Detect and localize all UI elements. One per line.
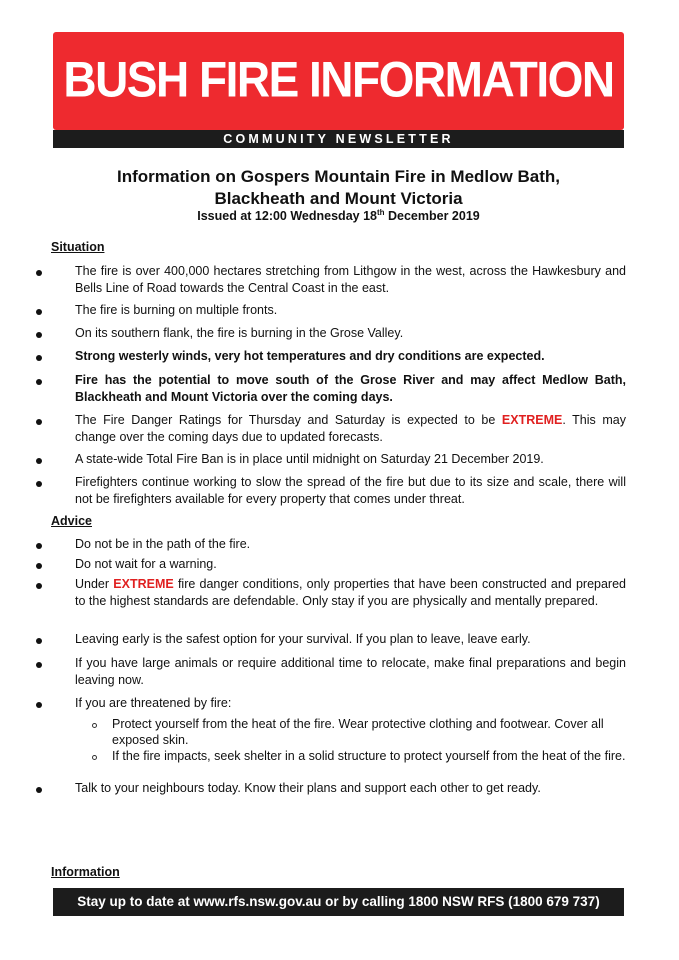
advice-item: [75, 576, 626, 609]
situation-item: Strong westerly winds, very hot temperatures and dry conditions are expected.: [75, 349, 545, 363]
bullet-icon: [36, 332, 42, 338]
situation-item: Firefighters continue working to slow the spread of the fire but due to its size and scale, there will not be firefighters available for every property that comes under threat.: [75, 475, 626, 506]
situation-item: The fire is over 400,000 hectares stretching from Lithgow in the west, across the Hawkesbury and Bells Line of Road towards the Central Coast in the east.: [75, 264, 626, 295]
circle-bullet-icon: [92, 755, 97, 760]
circle-bullet-icon: [92, 723, 97, 728]
advice-item: Do not be in the path of the fire.: [75, 537, 251, 551]
section-heading-situation: Situation: [51, 240, 105, 254]
bullet-icon: [36, 787, 42, 793]
situation-item: A state-wide Total Fire Ban is in place until midnight on Saturday 21 December 2019.: [75, 452, 544, 466]
item-text: . This may change over the coming days due to updated forecasts.: [75, 413, 626, 444]
advice-item: If you are threatened by fire:: [75, 696, 232, 710]
bullet-icon: [36, 270, 42, 276]
situation-item: Fire has the potential to move south of the Grose River and may affect Medlow Bath, Blackheath and Mount Victoria over the coming days.: [75, 373, 626, 404]
headline: [53, 166, 624, 210]
bullet-icon: [36, 638, 42, 644]
extreme-highlight: EXTREME: [501, 413, 563, 427]
footer-contact-bar: Stay up to date at www.rfs.nsw.gov.au or by calling 1800 NSW RFS (1800 679 737): [53, 888, 624, 916]
section-heading-advice: Advice: [51, 514, 92, 528]
issued-date: [53, 208, 624, 223]
bullet-icon: [36, 583, 42, 589]
bullet-icon: [36, 355, 42, 361]
extreme-highlight: EXTREME: [113, 577, 174, 591]
section-heading-information: Information: [51, 865, 120, 879]
headline-line-2: Blackheath and Mount Victoria: [214, 189, 463, 208]
banner: [53, 32, 624, 130]
advice-item: Talk to your neighbours today. Know their plans and support each other to get ready.: [75, 781, 541, 795]
bullet-icon: [36, 379, 42, 385]
item-text: The Fire Danger Ratings for Thursday and Saturday is expected to be: [75, 413, 502, 427]
bullet-icon: [36, 543, 42, 549]
bullet-icon: [36, 458, 42, 464]
headline-line-1: Information on Gospers Mountain Fire in Medlow Bath,: [117, 167, 560, 186]
bullet-icon: [36, 309, 42, 315]
situation-item: [75, 412, 626, 445]
issued-suffix: th: [376, 208, 385, 217]
item-text: Under: [75, 577, 114, 591]
advice-item: Leaving early is the safest option for your survival. If you plan to leave, leave early.: [75, 632, 531, 646]
issued-text: Issued at 12:00 Wednesday 18: [197, 209, 377, 224]
advice-item: If you have large animals or require additional time to relocate, make final preparations and begin leaving now.: [75, 656, 626, 687]
issued-text-end: December 2019: [384, 209, 480, 224]
advice-subitem: If the fire impacts, seek shelter in a solid structure to protect yourself from the heat of the fire.: [112, 749, 626, 763]
advice-subitem: Protect yourself from the heat of the fire. Wear protective clothing and footwear. Cover all exposed skin.: [112, 717, 604, 747]
bullet-icon: [36, 702, 42, 708]
bullet-icon: [36, 419, 42, 425]
advice-item: Do not wait for a warning.: [75, 557, 217, 571]
bullet-icon: [36, 481, 42, 487]
bullet-icon: [36, 662, 42, 668]
banner-title: BUSH FIRE INFORMATION: [63, 50, 614, 108]
situation-item: On its southern flank, the fire is burning in the Grose Valley.: [75, 326, 404, 340]
situation-item: The fire is burning on multiple fronts.: [75, 303, 278, 317]
bullet-icon: [36, 563, 42, 569]
newsletter-label: COMMUNITY NEWSLETTER: [53, 130, 624, 148]
item-text: fire danger conditions, only properties that have been constructed and prepared to the highest standards are defendable. Only stay if you are physically and mentally prepared.: [75, 577, 626, 608]
